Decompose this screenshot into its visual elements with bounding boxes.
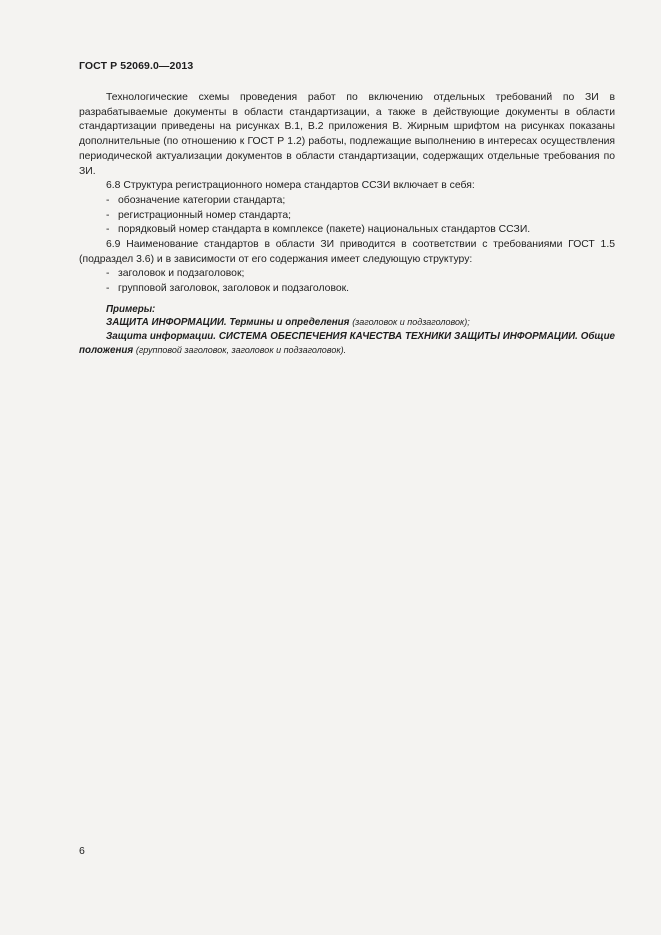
example-1-title: ЗАЩИТА ИНФОРМАЦИИ. Термины и определения <box>106 317 350 329</box>
example-1 <box>79 316 615 330</box>
example-2-title: Защита информации. СИСТЕМА ОБЕСПЕЧЕНИЯ КАЧЕСТВА ТЕХНИКИ ЗАЩИТЫ ИНФОРМАЦИИ. Общие положения <box>79 331 615 356</box>
list-item: - заголовок и подзаголовок; <box>79 267 615 282</box>
list-item: - порядковый номер стандарта в комплексе (пакете) национальных стандартов ССЗИ. <box>79 223 615 238</box>
dash-marker: - <box>106 194 110 206</box>
example-1-note: (заголовок и подзаголовок); <box>352 317 470 328</box>
list-item: - обозначение категории стандарта; <box>79 194 615 209</box>
examples-label: Примеры: <box>106 303 156 315</box>
clause-6-8: 6.8 Структура регистрационного номера стандартов ССЗИ включает в себя: <box>106 180 475 192</box>
dash-marker: - <box>106 283 110 295</box>
page-content <box>79 91 615 357</box>
example-2 <box>79 330 615 357</box>
dash-marker: - <box>106 224 110 236</box>
dash-marker: - <box>106 209 110 221</box>
list-item: - регистрационный номер стандарта; <box>79 209 615 224</box>
example-2-note: (групповой заголовок, заголовок и подзаголовок). <box>135 344 347 355</box>
clause-6-9: 6.9 Наименование стандартов в области ЗИ приводится в соответствии с требованиями ГОСТ 1.5 (подраздел 3.6) и в зависимости от его содержания имеет следующую структуру: <box>79 239 615 265</box>
dash-marker: - <box>106 268 110 280</box>
list-item: - групповой заголовок, заголовок и подзаголовок. <box>79 282 615 297</box>
page-number: 6 <box>79 845 85 857</box>
examples-block <box>79 303 615 357</box>
intro-paragraph: Технологические схемы проведения работ по включению отдельных требований по ЗИ в разрабатываемые документы в области стандартизации, а также в действующие документы в области стандартизации приведены на рисунках В.1, В.2 приложения В. Жирным шрифтом на рисунках показаны дополнительные (по отношению к ГОСТ Р 1.2) работы, подлежащие выполнению в интересах осуществления периодической актуализации документов в области стандартизации, содержащих отдельные требования по ЗИ. <box>79 92 615 177</box>
document-id-header: ГОСТ Р 52069.0—2013 <box>79 60 194 72</box>
